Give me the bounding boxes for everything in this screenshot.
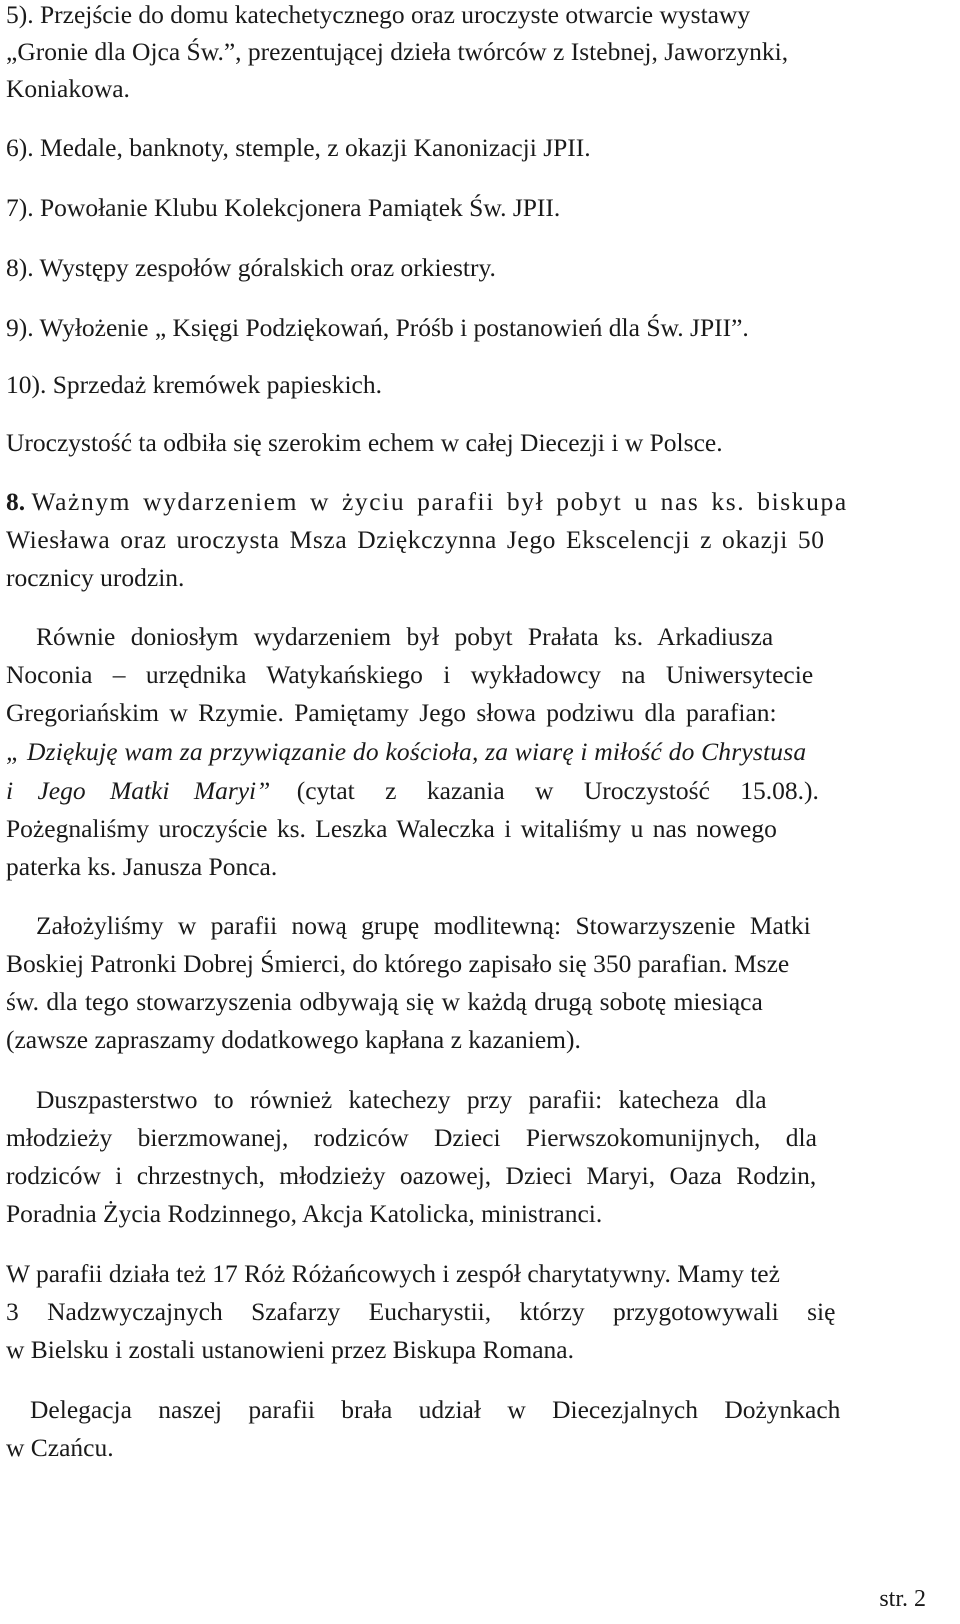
paragraph-noconia-line-5 — [6, 776, 819, 806]
paragraph-noconia-line-2: Noconia – urzędnika Watykańskiego i wykładowcy na Uniwersytecie — [6, 660, 814, 689]
paragraph-noconia-line-1: Równie doniosłym wydarzeniem był pobyt Prałata ks. Arkadiusza — [36, 622, 774, 651]
paragraph-roz-line-3: w Bielsku i zostali ustanowieni przez Biskupa Romana. — [6, 1335, 574, 1364]
list-item-9: 9). Wyłożenie „ Księgi Podziękowań, Próśb i postanowień dla Św. JPII”. — [6, 313, 749, 342]
paragraph-stow-line-1: Założyliśmy w parafii nową grupę modlitewną: Stowarzyszenie Matki — [36, 911, 811, 940]
paragraph-stow-line-4: (zawsze zapraszamy dodatkowego kapłana z kazaniem). — [6, 1025, 581, 1054]
list-item-6: 6). Medale, banknoty, stemple, z okazji Kanonizacji JPII. — [6, 133, 591, 162]
paragraph-noconia-line-7: paterka ks. Janusza Ponca. — [6, 852, 278, 881]
page-number: str. 2 — [879, 1586, 926, 1612]
paragraph-dusz-line-1: Duszpasterstwo to również katechezy przy parafii: katecheza dla — [36, 1085, 767, 1114]
list-item-10: 10). Sprzedaż kremówek papieskich. — [6, 370, 382, 399]
paragraph-8-number: 8. — [6, 487, 26, 516]
paragraph-delegacja-line-2: w Czańcu. — [6, 1433, 114, 1462]
paragraph-stow-line-3: św. dla tego stowarzyszenia odbywają się w każdą drugą sobotę miesiąca — [6, 987, 763, 1016]
paragraph-8-line-2: Wiesława oraz uroczysta Msza Dziękczynna Jego Ekscelencji z okazji 50 — [6, 525, 825, 554]
list-item-5-line-1: 5). Przejście do domu katechetycznego oraz uroczyste otwarcie wystawy — [6, 0, 751, 29]
paragraph-noconia-quote-1: „ Dziękuję wam za przywiązanie do kościoła, za wiarę i miłość do Chrystusa — [6, 737, 807, 766]
paragraph-delegacja-line-1: Delegacja naszej parafii brała udział w Diecezjalnych Dożynkach — [30, 1395, 841, 1424]
list-item-5-line-2: „Gronie dla Ojca Św.”, prezentującej dzieła twórców z Istebnej, Jaworzynki, — [6, 37, 789, 66]
paragraph-noconia-line-6: Pożegnaliśmy uroczyście ks. Leszka Waleczka i witaliśmy u nas nowego — [6, 814, 777, 843]
paragraph-dusz-line-4: Poradnia Życia Rodzinnego, Akcja Katolicka, ministranci. — [6, 1199, 603, 1228]
citation-note: (cytat z kazania w Uroczystość 15.08.). — [296, 776, 819, 805]
quote-end: i Jego Matki Maryi” — [6, 776, 271, 805]
list-item-5-line-3: Koniakowa. — [6, 74, 130, 103]
paragraph-roz-line-1: W parafii działa też 17 Róż Różańcowych i zespół charytatywny. Mamy też — [6, 1259, 780, 1288]
paragraph-dusz-line-2: młodzieży bierzmowanej, rodziców Dzieci Pierwszokomunijnych, dla — [6, 1123, 817, 1152]
list-item-7: 7). Powołanie Klubu Kolekcjonera Pamiątek Św. JPII. — [6, 193, 561, 222]
list-item-8: 8). Występy zespołów góralskich oraz orkiestry. — [6, 253, 496, 282]
paragraph-noconia-line-3: Gregoriańskim w Rzymie. Pamiętamy Jego słowa podziwu dla parafian: — [6, 698, 777, 727]
paragraph-echo: Uroczystość ta odbiła się szerokim echem w całej Diecezji i w Polsce. — [6, 428, 723, 457]
paragraph-8-line-1-text: Ważnym wydarzeniem w życiu parafii był pobyt u nas ks. biskupa — [31, 487, 848, 516]
paragraph-stow-line-2: Boskiej Patronki Dobrej Śmierci, do którego zapisało się 350 parafian. Msze — [6, 949, 790, 978]
paragraph-8-line-3: rocznicy urodzin. — [6, 563, 185, 592]
paragraph-8-line-1 — [6, 487, 926, 517]
paragraph-dusz-line-3: rodziców i chrzestnych, młodzieży oazowej, Dzieci Maryi, Oaza Rodzin, — [6, 1161, 817, 1190]
paragraph-roz-line-2: 3 Nadzwyczajnych Szafarzy Eucharystii, którzy przygotowywali się — [6, 1297, 836, 1326]
